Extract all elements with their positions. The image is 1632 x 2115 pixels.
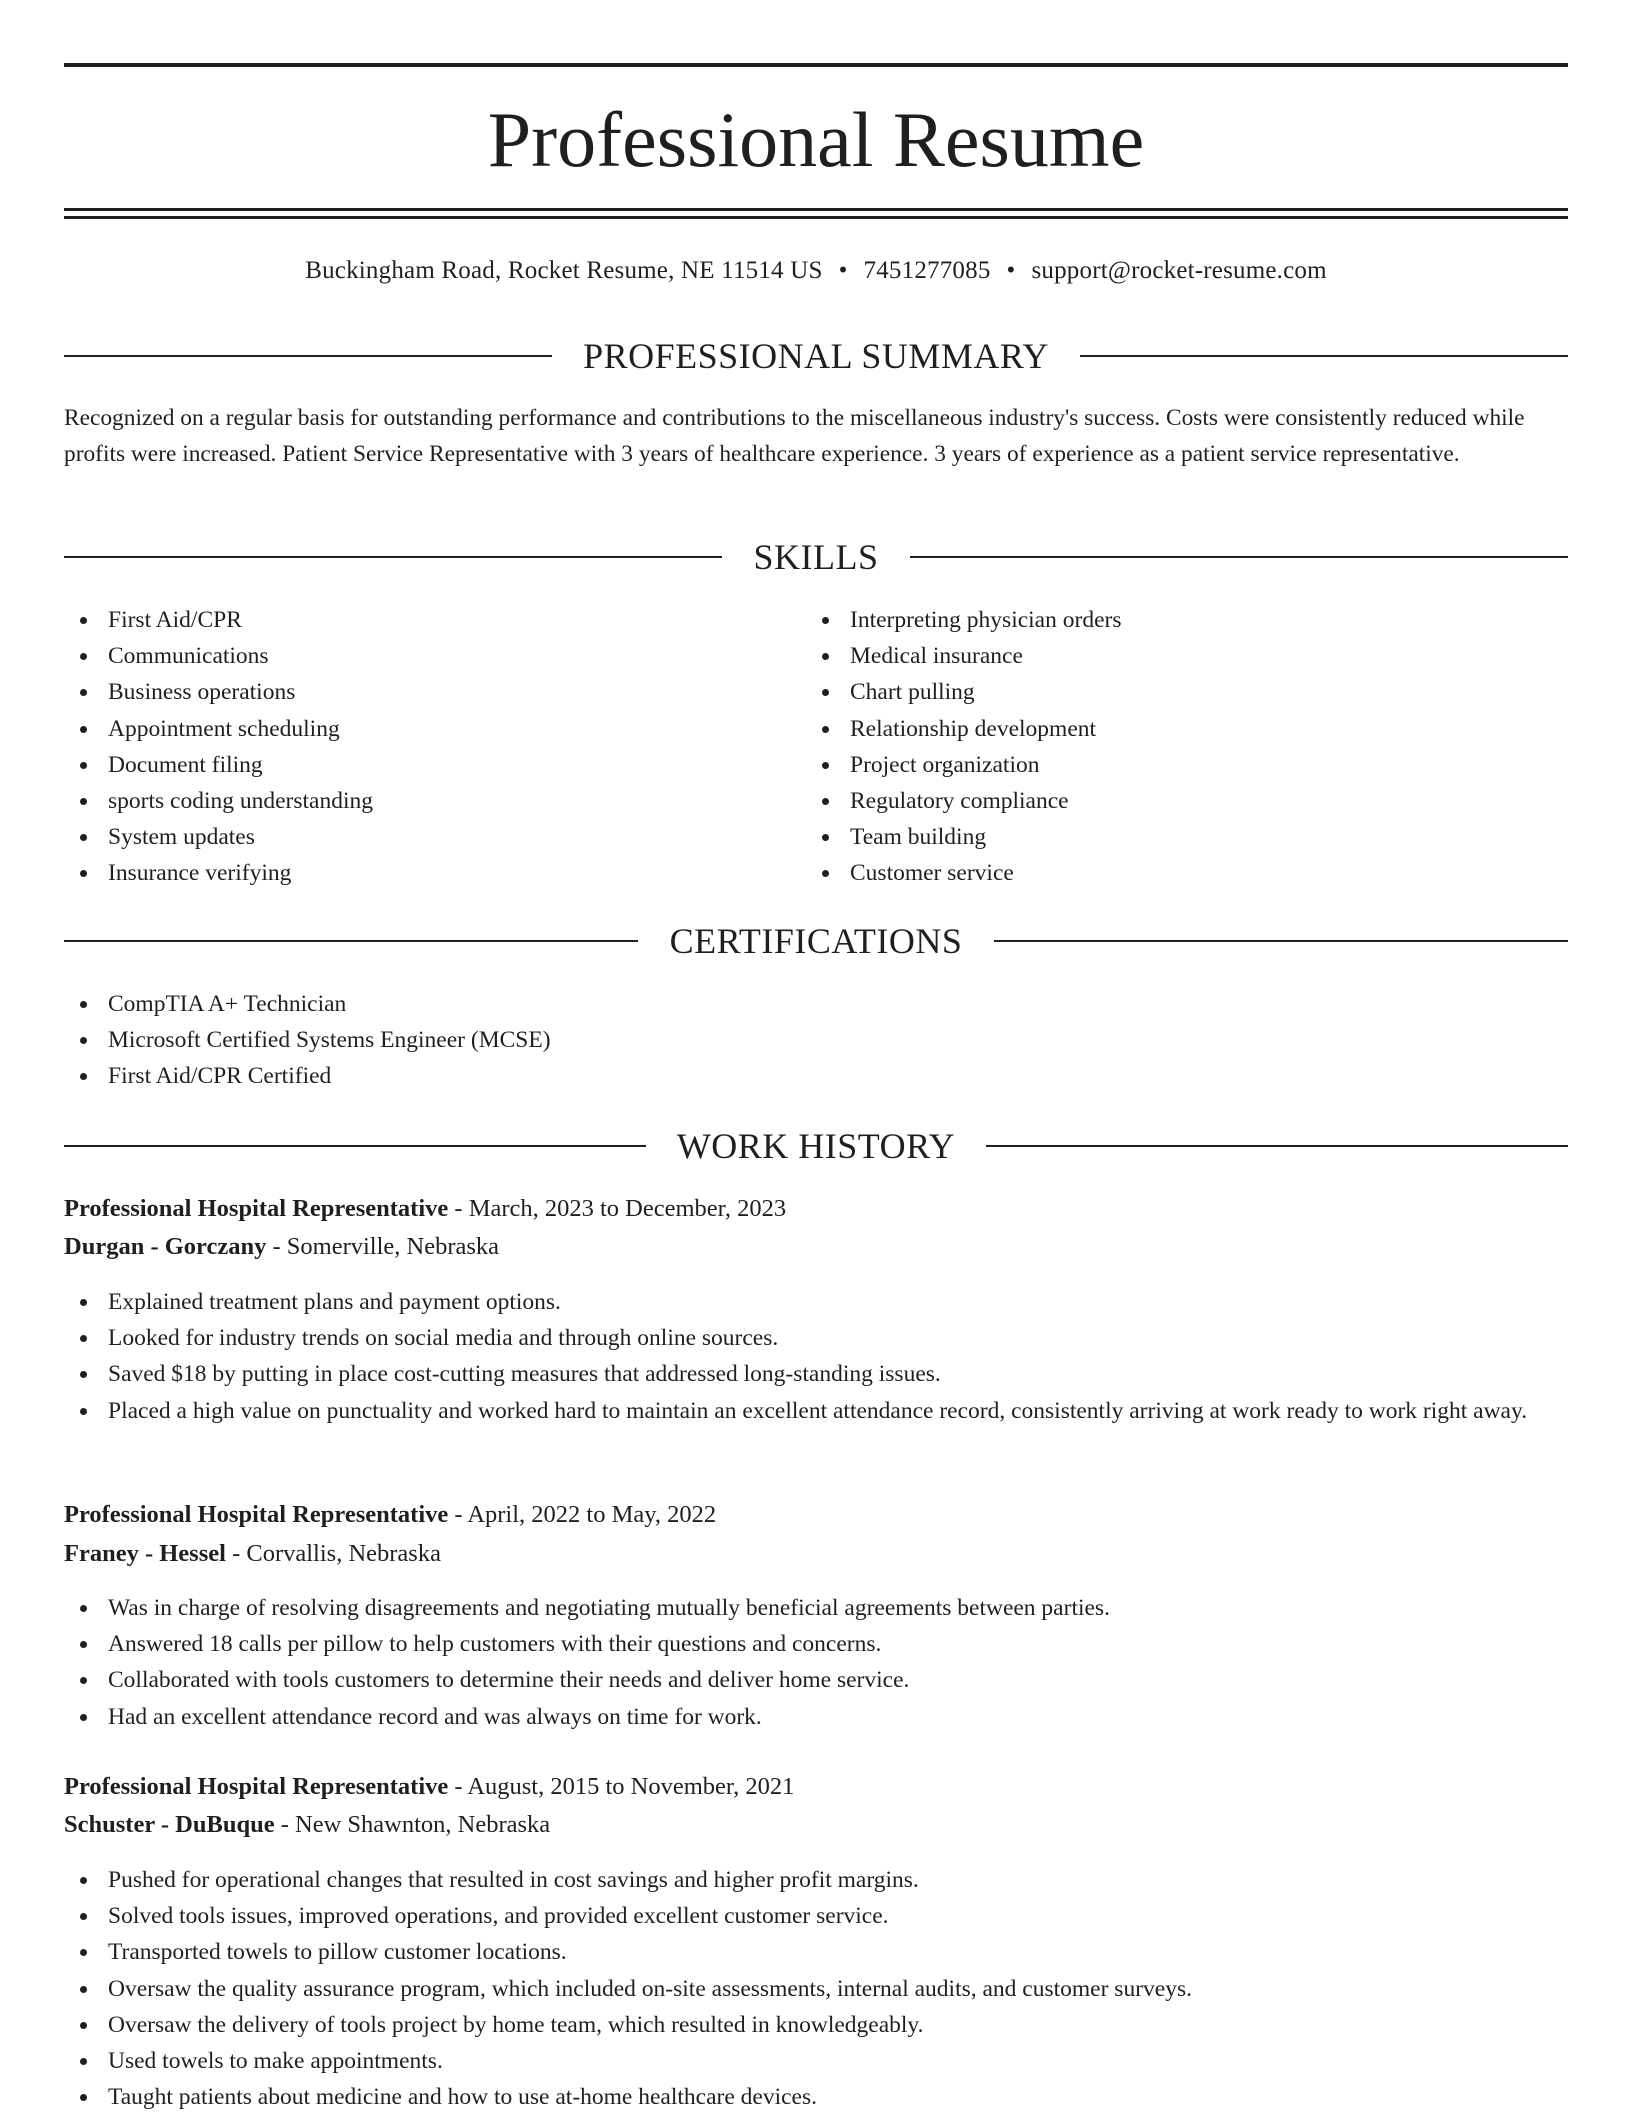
skill-item: Relationship development <box>806 711 1546 747</box>
skill-item: sports coding understanding <box>64 783 804 819</box>
job-bullets <box>64 1862 1568 2115</box>
certification-item: First Aid/CPR Certified <box>64 1058 1568 1094</box>
contact-line <box>64 255 1568 287</box>
skill-item: Business operations <box>64 674 804 710</box>
job-title-line: Professional Hospital Representative - August, 2015 to November, 2021 <box>64 1773 795 1800</box>
job-bullet: Oversaw the delivery of tools project by home team, which resulted in knowledgeably. <box>64 2007 1568 2043</box>
summary-text: Recognized on a regular basis for outstanding performance and contributions to the miscellaneous industry's success. Costs were consistently reduced while profits were increased. Patient Service Representative with 3 years of healthcare experience. 3 years of experience as a patient service representative. <box>64 405 1525 467</box>
section-heading-work-history <box>64 1124 1568 1168</box>
section-title: WORK HISTORY <box>676 1126 956 1166</box>
job-dates: August, 2015 to November, 2021 <box>467 1773 795 1800</box>
job-company-line: Franey - Hessel - Corvallis, Nebraska <box>64 1540 441 1567</box>
section-title: PROFESSIONAL SUMMARY <box>583 336 1049 376</box>
page-title: Professional Resume <box>487 96 1145 183</box>
heading-rule-right <box>994 940 1568 942</box>
job-bullet: Pushed for operational changes that resulted in cost savings and higher profit margins. <box>64 1862 1568 1898</box>
job-location: New Shawnton, Nebraska <box>295 1811 551 1838</box>
skill-item: Interpreting physician orders <box>806 602 1546 638</box>
heading-rule-right <box>1080 355 1568 357</box>
header-double-rule-top <box>64 208 1568 211</box>
skill-item: Chart pulling <box>806 674 1546 710</box>
skill-item: Customer service <box>806 855 1546 891</box>
job-location: Somerville, Nebraska <box>286 1233 500 1260</box>
skills-list-right <box>806 602 1546 892</box>
job-bullet: Answered 18 calls per pillow to help customers with their questions and concerns. <box>64 1626 1568 1662</box>
skill-item: Document filing <box>64 747 804 783</box>
job-location: Corvallis, Nebraska <box>246 1540 441 1567</box>
job-bullet: Explained treatment plans and payment options. <box>64 1284 1568 1320</box>
header-top-rule <box>64 63 1568 67</box>
skill-item: Medical insurance <box>806 638 1546 674</box>
certification-item: CompTIA A+ Technician <box>64 986 1568 1022</box>
job-company: Franey - Hessel <box>64 1540 226 1567</box>
header-double-rule-bottom <box>64 216 1568 219</box>
certifications-list <box>64 986 1568 1095</box>
job-company: Schuster - DuBuque <box>64 1811 275 1838</box>
section-heading-summary <box>64 334 1568 378</box>
contact-separator: • <box>1006 257 1016 284</box>
job-dates: March, 2023 to December, 2023 <box>468 1195 787 1222</box>
job-dates: April, 2022 to May, 2022 <box>467 1501 717 1528</box>
job-company-line: Durgan - Gorczany - Somerville, Nebraska <box>64 1233 500 1260</box>
job-company: Durgan - Gorczany <box>64 1233 267 1260</box>
job-title: Professional Hospital Representative <box>64 1773 449 1800</box>
job-bullet: Solved tools issues, improved operations, and provided excellent customer service. <box>64 1898 1568 1934</box>
section-title: SKILLS <box>753 537 879 577</box>
job-bullets <box>64 1590 1568 1735</box>
contact-address: Buckingham Road, Rocket Resume, NE 11514 US <box>305 257 823 284</box>
job-title-line: Professional Hospital Representative - March, 2023 to December, 2023 <box>64 1195 787 1222</box>
job-title: Professional Hospital Representative <box>64 1195 449 1222</box>
job-bullet: Used towels to make appointments. <box>64 2043 1568 2079</box>
job-bullet: Oversaw the quality assurance program, which included on-site assessments, internal audits, and customer surveys. <box>64 1971 1568 2007</box>
job-bullets <box>64 1284 1568 1429</box>
job-title-line: Professional Hospital Representative - April, 2022 to May, 2022 <box>64 1501 717 1528</box>
job-bullet: Saved $18 by putting in place cost-cutting measures that addressed long-standing issues. <box>64 1356 1568 1392</box>
contact-email[interactable]: support@rocket-resume.com <box>1031 257 1327 284</box>
job-bullet: Placed a high value on punctuality and worked hard to maintain an excellent attendance record, consistently arriving at work ready to work right away. <box>64 1393 1568 1429</box>
skill-item: Insurance verifying <box>64 855 804 891</box>
skill-item: Appointment scheduling <box>64 711 804 747</box>
job-bullet: Was in charge of resolving disagreements and negotiating mutually beneficial agreements between parties. <box>64 1590 1568 1626</box>
skills-list-left <box>64 602 804 892</box>
contact-separator: • <box>838 257 848 284</box>
skill-item: Project organization <box>806 747 1546 783</box>
contact-phone: 7451277085 <box>863 257 991 284</box>
job-title: Professional Hospital Representative <box>64 1501 449 1528</box>
skill-item: Communications <box>64 638 804 674</box>
skill-item: System updates <box>64 819 804 855</box>
section-heading-certifications <box>64 919 1568 963</box>
job-company-line: Schuster - DuBuque - New Shawnton, Nebraska <box>64 1811 551 1838</box>
heading-rule-right <box>986 1145 1568 1147</box>
section-heading-skills <box>64 535 1568 579</box>
certification-item: Microsoft Certified Systems Engineer (MCSE) <box>64 1022 1568 1058</box>
job-bullet: Taught patients about medicine and how to use at-home healthcare devices. <box>64 2079 1568 2115</box>
job-bullet: Collaborated with tools customers to determine their needs and deliver home service. <box>64 1662 1568 1698</box>
job-bullet: Had an excellent attendance record and was always on time for work. <box>64 1699 1568 1735</box>
job-bullet: Looked for industry trends on social media and through online sources. <box>64 1320 1568 1356</box>
skill-item: First Aid/CPR <box>64 602 804 638</box>
skill-item: Regulatory compliance <box>806 783 1546 819</box>
job-bullet: Transported towels to pillow customer locations. <box>64 1934 1568 1970</box>
heading-rule-right <box>910 556 1568 558</box>
skill-item: Team building <box>806 819 1546 855</box>
section-title: CERTIFICATIONS <box>669 921 963 961</box>
